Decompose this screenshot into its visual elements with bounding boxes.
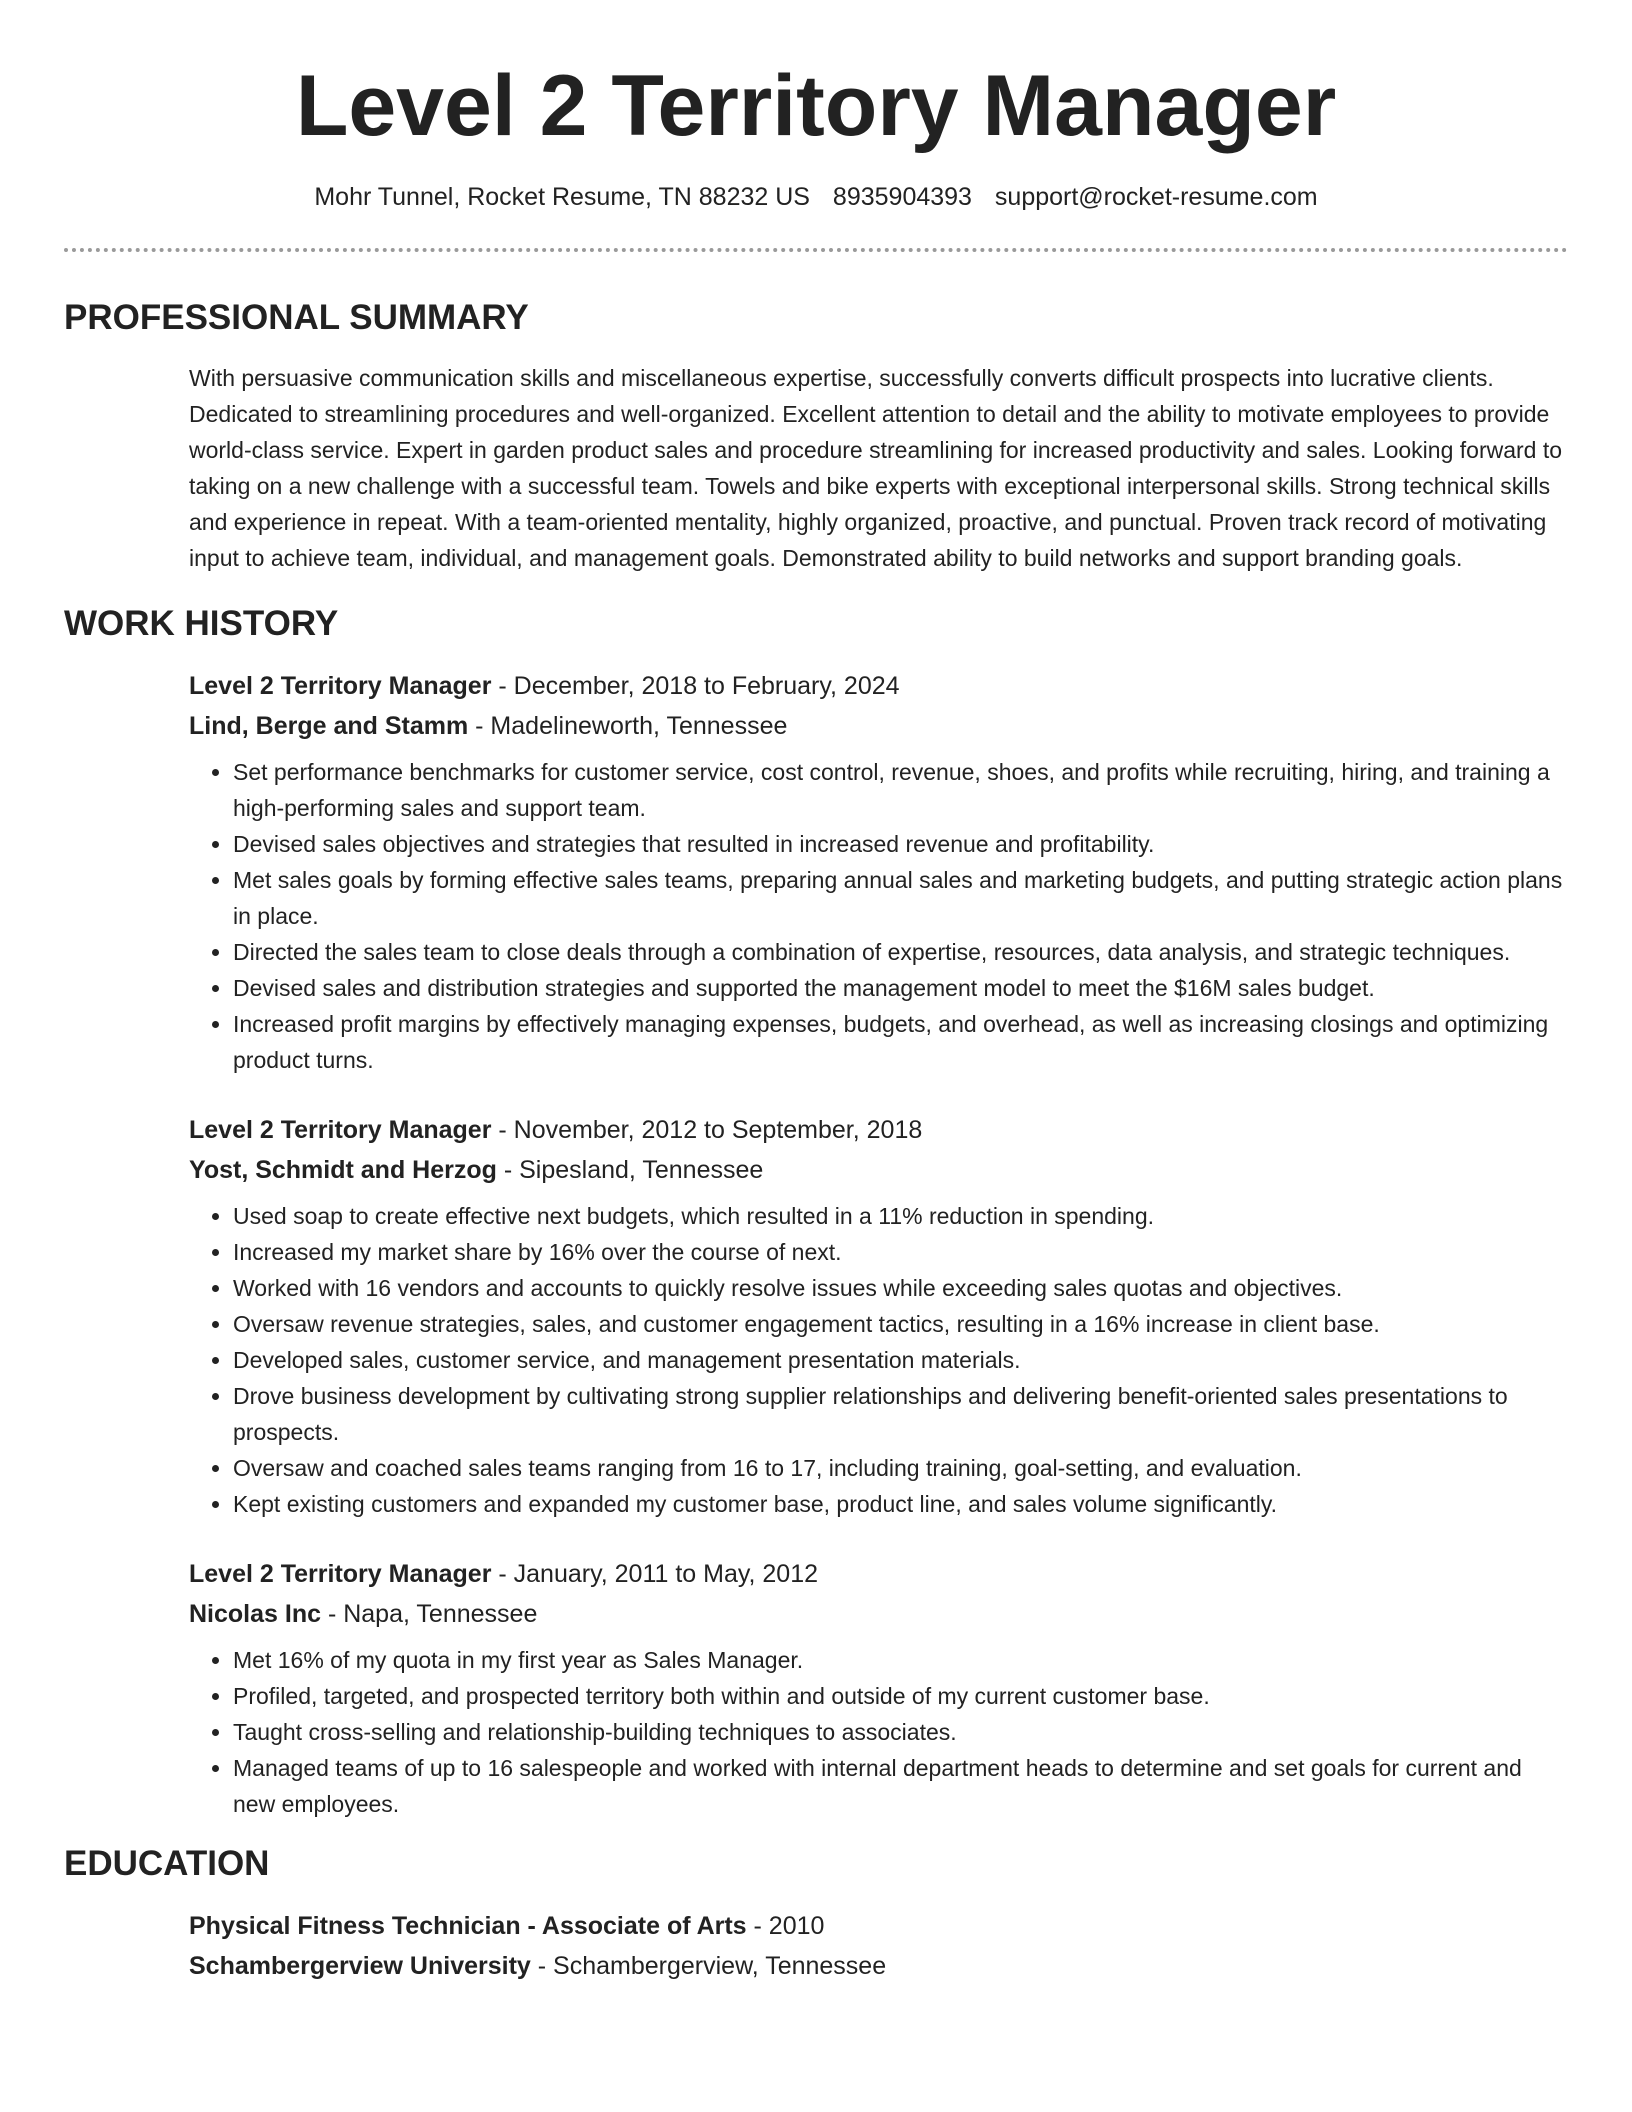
contact-address: Mohr Tunnel, Rocket Resume, TN 88232 US: [314, 183, 810, 211]
contact-phone: 8935904393: [832, 183, 972, 211]
work-history-section: [64, 602, 1568, 1822]
education-entry: [189, 1906, 1568, 1986]
summary-text: With persuasive communication skills and miscellaneous expertise, successfully converts difficult prospects into lucrative clients. Dedicated to streamlining procedures and well-organized. Excellent attention to detail and the ability to motivate employees to provide world-class service. Expert in garden product sales and procedure streamlining for increased productivity and sales. Looking forward to taking on a new challenge with a successful team. Towels and bike experts with exceptional interpersonal skills. Strong technical skills and experience in repeat. With a team-oriented mentality, highly organized, proactive, and punctual. Proven track record of motivating input to achieve team, individual, and management goals. Demonstrated ability to build networks and support branding goals.: [189, 365, 1563, 571]
section-title-summary: PROFESSIONAL SUMMARY: [64, 298, 529, 337]
job-company-line: [189, 1150, 1568, 1190]
job-location: - Sipesland, Tennessee: [496, 1156, 764, 1184]
duty-item: • Increased my market share by 16% over the course of next.: [233, 1234, 1568, 1270]
section-title-work: WORK HISTORY: [64, 604, 339, 643]
duty-item: • Worked with 16 vendors and accounts to quickly resolve issues while exceeding sales quotas and objectives.: [233, 1270, 1568, 1306]
education-year: - 2010: [746, 1912, 825, 1940]
job-dates: - January, 2011 to May, 2012: [491, 1560, 819, 1588]
job-company: Nicolas Inc: [189, 1600, 321, 1628]
job-location: - Madelineworth, Tennessee: [468, 712, 788, 740]
education-section: [64, 1842, 1568, 1986]
job-role: Level 2 Territory Manager: [189, 672, 492, 700]
education-location: - Schambergerview, Tennessee: [530, 1952, 887, 1980]
education-school-line: [189, 1946, 1568, 1986]
job-dates: - December, 2018 to February, 2024: [491, 672, 900, 700]
job-title-line: [189, 1110, 1568, 1150]
job-company-line: [189, 1594, 1568, 1634]
duty-item: • Devised sales objectives and strategies that resulted in increased revenue and profitability.: [233, 826, 1568, 862]
job-entry: [189, 666, 1568, 1078]
education-degree: Physical Fitness Technician - Associate of Arts: [189, 1912, 747, 1940]
duty-item: • Increased profit margins by effectively managing expenses, budgets, and overhead, as well as increasing closings and optimizing product turns.: [233, 1006, 1568, 1078]
duty-item: • Oversaw and coached sales teams ranging from 16 to 17, including training, goal-setting, and evaluation.: [233, 1450, 1568, 1486]
job-duties: [189, 1642, 1568, 1822]
resume-name: Level 2 Territory Manager: [295, 58, 1337, 154]
job-role: Level 2 Territory Manager: [189, 1560, 492, 1588]
duty-item: • Met 16% of my quota in my first year as Sales Manager.: [233, 1642, 1568, 1678]
duty-item: • Set performance benchmarks for customer service, cost control, revenue, shoes, and profits while recruiting, hiring, and training a high-performing sales and support team.: [233, 754, 1568, 826]
job-duties: [189, 754, 1568, 1078]
duty-item: • Met sales goals by forming effective sales teams, preparing annual sales and marketing budgets, and putting strategic action plans in place.: [233, 862, 1568, 934]
duty-item: • Managed teams of up to 16 salespeople and worked with internal department heads to determine and set goals for current and new employees.: [233, 1750, 1568, 1822]
duty-item: • Kept existing customers and expanded my customer base, product line, and sales volume significantly.: [233, 1486, 1568, 1522]
job-dates: - November, 2012 to September, 2018: [491, 1116, 923, 1144]
job-company: Yost, Schmidt and Herzog: [189, 1156, 497, 1184]
duty-item: • Used soap to create effective next budgets, which resulted in a 11% reduction in spending.: [233, 1198, 1568, 1234]
job-duties: [189, 1198, 1568, 1522]
job-location: - Napa, Tennessee: [321, 1600, 538, 1628]
education-school: Schambergerview University: [189, 1952, 531, 1980]
job-title-line: [189, 1554, 1568, 1594]
duty-item: • Devised sales and distribution strategies and supported the management model to meet the $16M sales budget.: [233, 970, 1568, 1006]
duty-item: • Drove business development by cultivating strong supplier relationships and delivering benefit-oriented sales presentations to prospects.: [233, 1378, 1568, 1450]
duty-item: • Taught cross-selling and relationship-building techniques to associates.: [233, 1714, 1568, 1750]
contact-line: [64, 180, 1568, 214]
job-title-line: [189, 666, 1568, 706]
education-degree-line: [189, 1906, 1568, 1946]
duty-item: • Developed sales, customer service, and management presentation materials.: [233, 1342, 1568, 1378]
job-company: Lind, Berge and Stamm: [189, 712, 469, 740]
contact-email: support@rocket-resume.com: [994, 183, 1318, 211]
job-role: Level 2 Territory Manager: [189, 1116, 492, 1144]
header-divider: [64, 248, 1568, 252]
job-company-line: [189, 706, 1568, 746]
duty-item: • Directed the sales team to close deals through a combination of expertise, resources, data analysis, and strategic techniques.: [233, 934, 1568, 970]
duty-item: • Profiled, targeted, and prospected territory both within and outside of my current customer base.: [233, 1678, 1568, 1714]
section-title-education: EDUCATION: [64, 1844, 270, 1883]
job-entry: [189, 1554, 1568, 1822]
job-entry: [189, 1110, 1568, 1522]
duty-item: • Oversaw revenue strategies, sales, and customer engagement tactics, resulting in a 16% increase in client base.: [233, 1306, 1568, 1342]
summary-section: [64, 296, 1568, 576]
